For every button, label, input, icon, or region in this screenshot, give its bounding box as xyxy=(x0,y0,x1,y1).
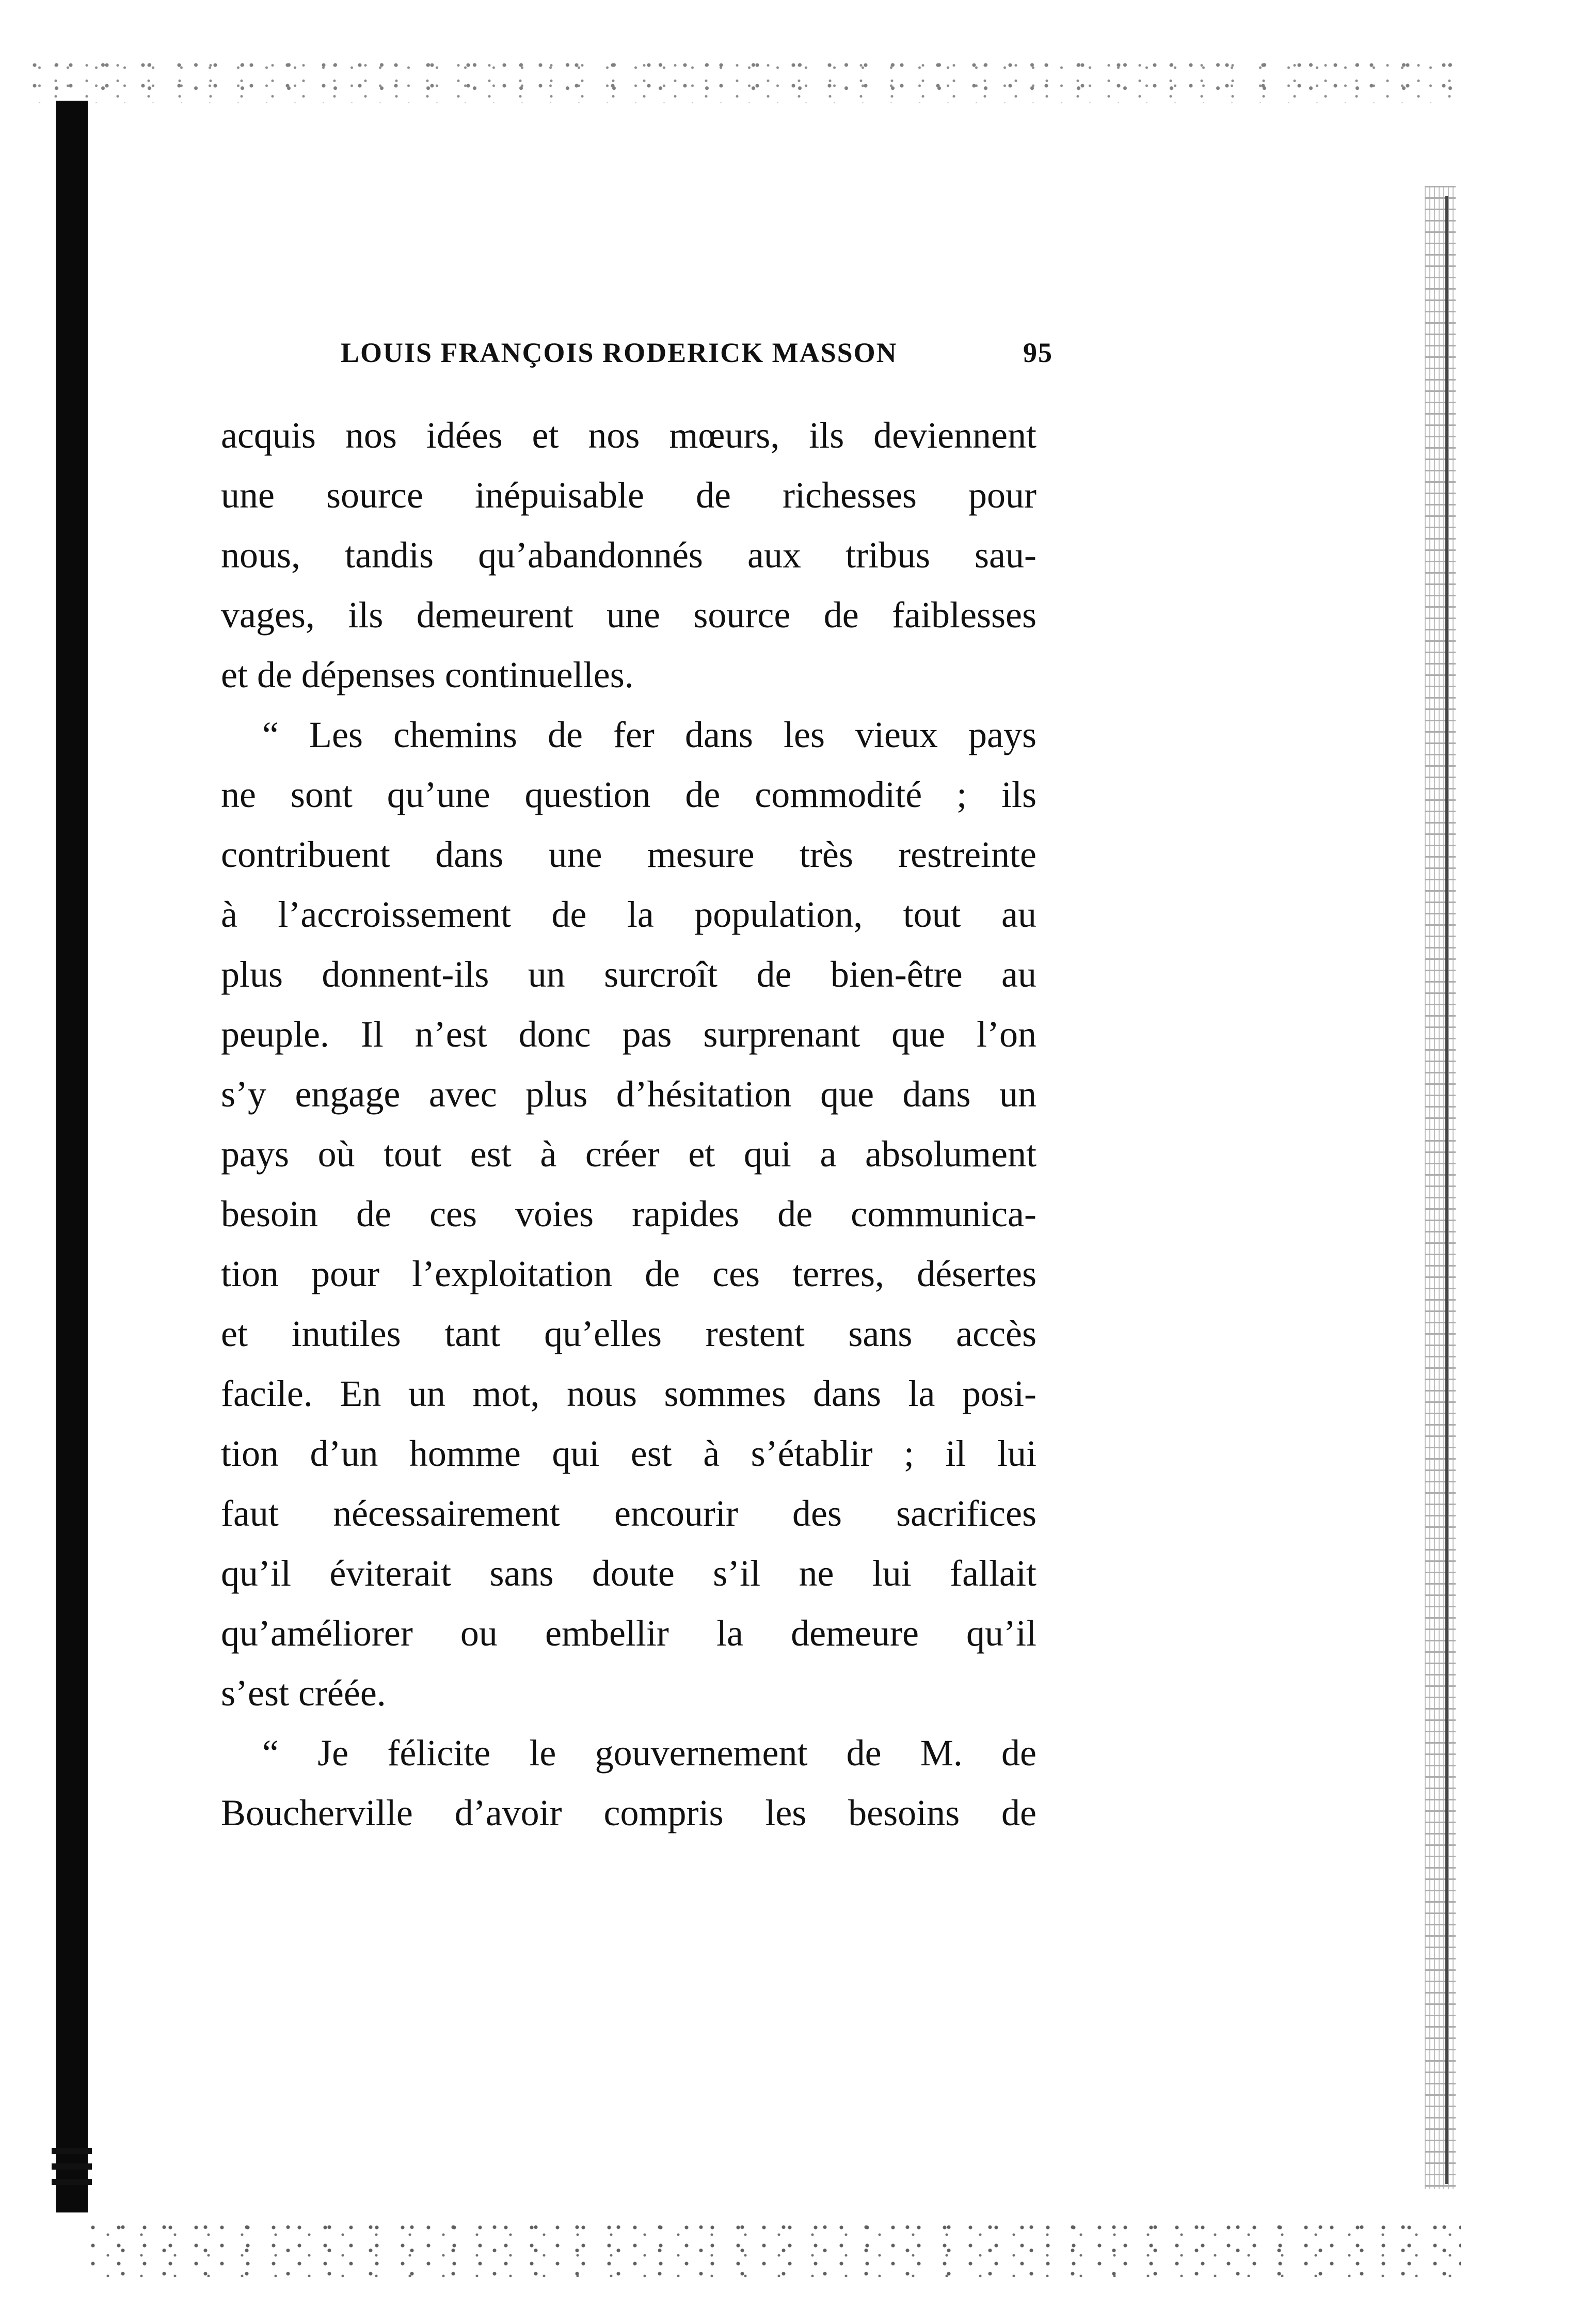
scan-binding-shadow xyxy=(56,101,88,2212)
running-head xyxy=(341,330,1053,377)
text-line: une source inépuisable de richesses pour xyxy=(221,475,1036,516)
body-text xyxy=(221,405,1036,1843)
text-line: et de dépenses continuelles. xyxy=(221,654,634,695)
text-line: acquis nos idées et nos mœurs, ils deviennent xyxy=(221,415,1036,456)
text-line: “ Les chemins de fer dans les vieux pays xyxy=(262,714,1036,755)
text-line: plus donnent-ils un surcroît de bien-être au xyxy=(221,954,1036,995)
text-line: “ Je félicite le gouvernement de M. de xyxy=(262,1732,1036,1774)
text-line: contribuent dans une mesure très restreinte xyxy=(221,834,1036,875)
text-line: s’y engage avec plus d’hésitation que dans un xyxy=(221,1073,1036,1115)
text-line: besoin de ces voies rapides de communica- xyxy=(221,1193,1036,1235)
scan-edge-right xyxy=(1425,186,1456,2189)
text-line: faut nécessairement encourir des sacrifices xyxy=(221,1493,1036,1534)
scan-marks-left xyxy=(52,2148,92,2194)
text-line: pays où tout est à créer et qui a absolument xyxy=(221,1133,1036,1175)
text-line: peuple. Il n’est donc pas surprenant que l’on xyxy=(221,1014,1036,1055)
text-line: Boucherville d’avoir compris les besoins de xyxy=(221,1792,1036,1833)
text-line: vages, ils demeurent une source de faiblesses xyxy=(221,594,1036,636)
text-line: s’est créée. xyxy=(221,1672,386,1714)
text-line: ne sont qu’une question de commodité ; ils xyxy=(221,774,1036,815)
text-line: à l’accroissement de la population, tout au xyxy=(221,894,1036,935)
running-title: LOUIS FRANÇOIS RODERICK MASSON xyxy=(341,337,898,368)
scan-edge-line xyxy=(1445,196,1448,2184)
text-line: tion d’un homme qui est à s’établir ; il lui xyxy=(221,1433,1036,1474)
text-line: qu’améliorer ou embellir la demeure qu’il xyxy=(221,1612,1036,1654)
text-line: et inutiles tant qu’elles restent sans accès xyxy=(221,1313,1036,1354)
text-line: facile. En un mot, nous sommes dans la posi- xyxy=(221,1373,1036,1414)
text-line: nous, tandis qu’abandonnés aux tribus sau- xyxy=(221,534,1036,576)
page-number: 95 xyxy=(1023,337,1053,368)
scan-noise-top xyxy=(31,57,1456,103)
text-line: tion pour l’exploitation de ces terres, désertes xyxy=(221,1253,1036,1294)
scan-noise-bottom xyxy=(88,2220,1461,2277)
text-line: qu’il éviterait sans doute s’il ne lui fallait xyxy=(221,1553,1036,1594)
